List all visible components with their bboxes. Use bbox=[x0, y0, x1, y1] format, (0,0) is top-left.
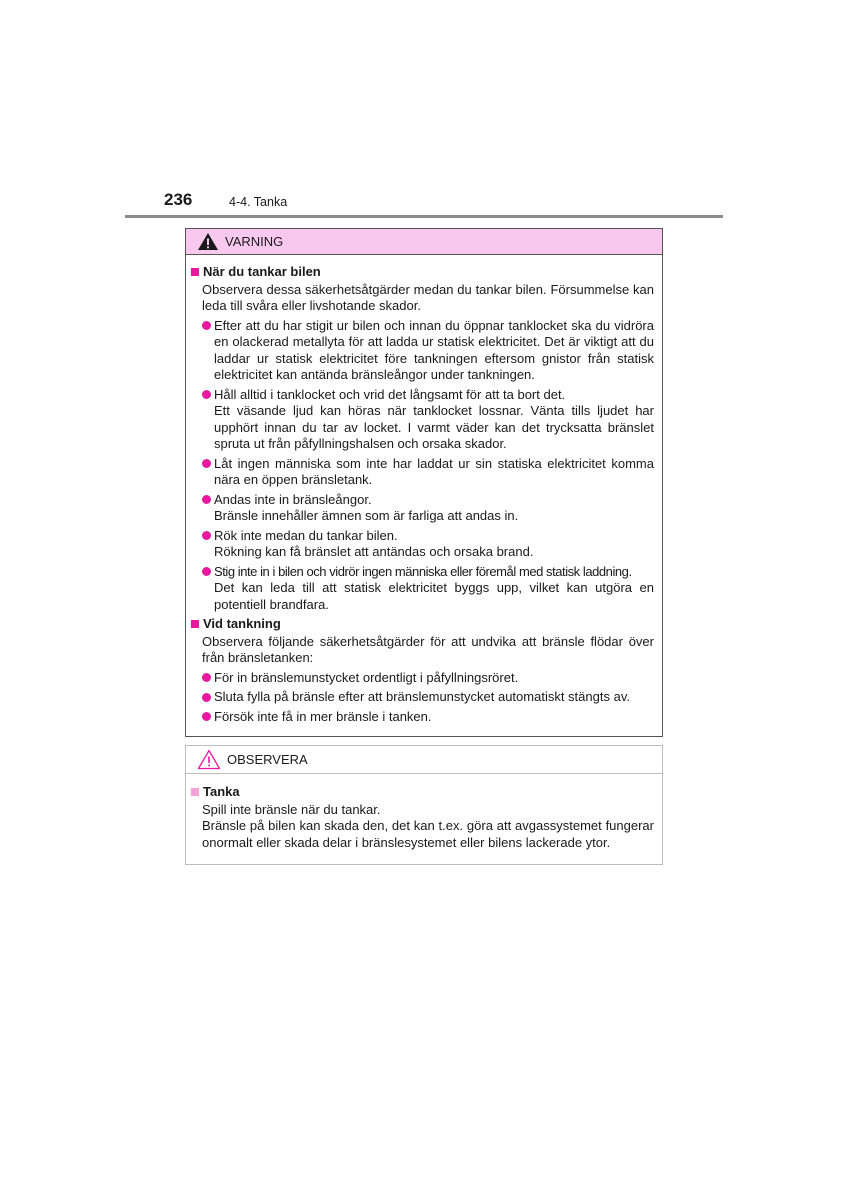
caution-body bbox=[186, 774, 662, 851]
item-detail: Rökning kan få bränslet att antändas och orsaka brand. bbox=[214, 544, 534, 559]
list-item bbox=[191, 456, 654, 489]
bullet-dot-icon bbox=[202, 321, 211, 330]
header-divider bbox=[125, 215, 723, 218]
caution-header bbox=[186, 746, 662, 774]
square-bullet-icon bbox=[191, 268, 199, 276]
item-text: Efter att du har stigit ur bilen och innan du öppnar tanklocket ska du vidröra en olackerad metallyta för att ladda ur statisk elektricitet. Det är viktigt att du laddar ur statisk elektricitet före tankningen eftersom gnistor från statisk elektricitet kan antända bränsleångor under tankningen. bbox=[214, 317, 654, 382]
list-item bbox=[191, 709, 654, 726]
bullet-dot-icon bbox=[202, 531, 211, 540]
section-heading-text: Tanka bbox=[203, 784, 240, 799]
section-heading-text: När du tankar bilen bbox=[203, 264, 321, 279]
section-title: 4-4. Tanka bbox=[229, 195, 288, 209]
section-intro: Observera dessa säkerhetsåtgärder medan du tankar bilen. Försummelse kan leda till svåra eller livshotande skador. bbox=[202, 281, 654, 313]
section-intro: Observera följande säkerhetsåtgärder för att undvika att bränsle flödar över från bränsletanken: bbox=[202, 633, 654, 665]
list-item bbox=[191, 387, 654, 453]
list-item bbox=[191, 670, 654, 687]
item-detail: Bränsle innehåller ämnen som är farliga att andas in. bbox=[214, 508, 519, 523]
caution-line: Spill inte bränsle när du tankar. bbox=[202, 801, 381, 817]
list-item bbox=[191, 318, 654, 384]
list-item bbox=[191, 564, 654, 614]
caution-box bbox=[185, 745, 663, 865]
item-text: Stig inte in i bilen och vidrör ingen människa eller föremål med statisk laddning. bbox=[214, 563, 632, 579]
item-text: Rök inte medan du tankar bilen. bbox=[214, 527, 398, 543]
warning-box bbox=[185, 228, 663, 737]
bullet-dot-icon bbox=[202, 390, 211, 399]
item-text: Sluta fylla på bränsle efter att bränslemunstycket automatiskt stängts av. bbox=[214, 689, 630, 704]
warning-header bbox=[186, 229, 662, 255]
warning-triangle-icon bbox=[197, 232, 219, 251]
square-bullet-icon bbox=[191, 788, 199, 796]
caution-triangle-icon bbox=[197, 749, 221, 770]
section-heading-text: Vid tankning bbox=[203, 616, 281, 631]
section-heading bbox=[191, 784, 654, 801]
list-item bbox=[191, 492, 654, 525]
item-text: Låt ingen människa som inte har laddat ur sin statiska elektricitet komma nära en öppen bränsletank. bbox=[214, 455, 654, 487]
warning-body bbox=[186, 255, 662, 725]
bullet-dot-icon bbox=[202, 712, 211, 721]
bullet-dot-icon bbox=[202, 567, 211, 576]
warning-title: VARNING bbox=[225, 234, 284, 249]
item-text: Håll alltid i tanklocket och vrid det långsamt för att ta bort det. bbox=[214, 386, 566, 402]
item-text: Andas inte in bränsleångor. bbox=[214, 491, 372, 507]
caution-line: Bränsle på bilen kan skada den, det kan t.ex. göra att avgassystemet fungerar onormalt eller skada delar i bränslesystemet eller bilens lackerade ytor. bbox=[202, 818, 654, 850]
caution-title: OBSERVERA bbox=[227, 752, 308, 767]
bullet-dot-icon bbox=[202, 673, 211, 682]
bullet-dot-icon bbox=[202, 495, 211, 504]
section-heading bbox=[191, 264, 654, 281]
page-number: 236 bbox=[164, 190, 193, 209]
list-item bbox=[191, 689, 654, 706]
item-detail: Ett väsande ljud kan höras när tanklocket lossnar. Vänta tills ljudet har upphört innan du tar av locket. I varmt väder kan det trycksatta bränslet spruta ut från påfyllningshalsen och orsaka skador. bbox=[214, 403, 654, 451]
item-text: För in bränslemunstycket ordentligt i påfyllningsröret. bbox=[214, 669, 519, 685]
page-header bbox=[0, 0, 848, 220]
list-item bbox=[191, 528, 654, 561]
item-text: Försök inte få in mer bränsle i tanken. bbox=[214, 708, 432, 724]
section-heading bbox=[191, 616, 654, 633]
bullet-dot-icon bbox=[202, 693, 211, 702]
bullet-dot-icon bbox=[202, 459, 211, 468]
square-bullet-icon bbox=[191, 620, 199, 628]
item-detail: Det kan leda till att statisk elektricitet byggs upp, vilket kan utgöra en potentiell brandfara. bbox=[214, 580, 654, 612]
